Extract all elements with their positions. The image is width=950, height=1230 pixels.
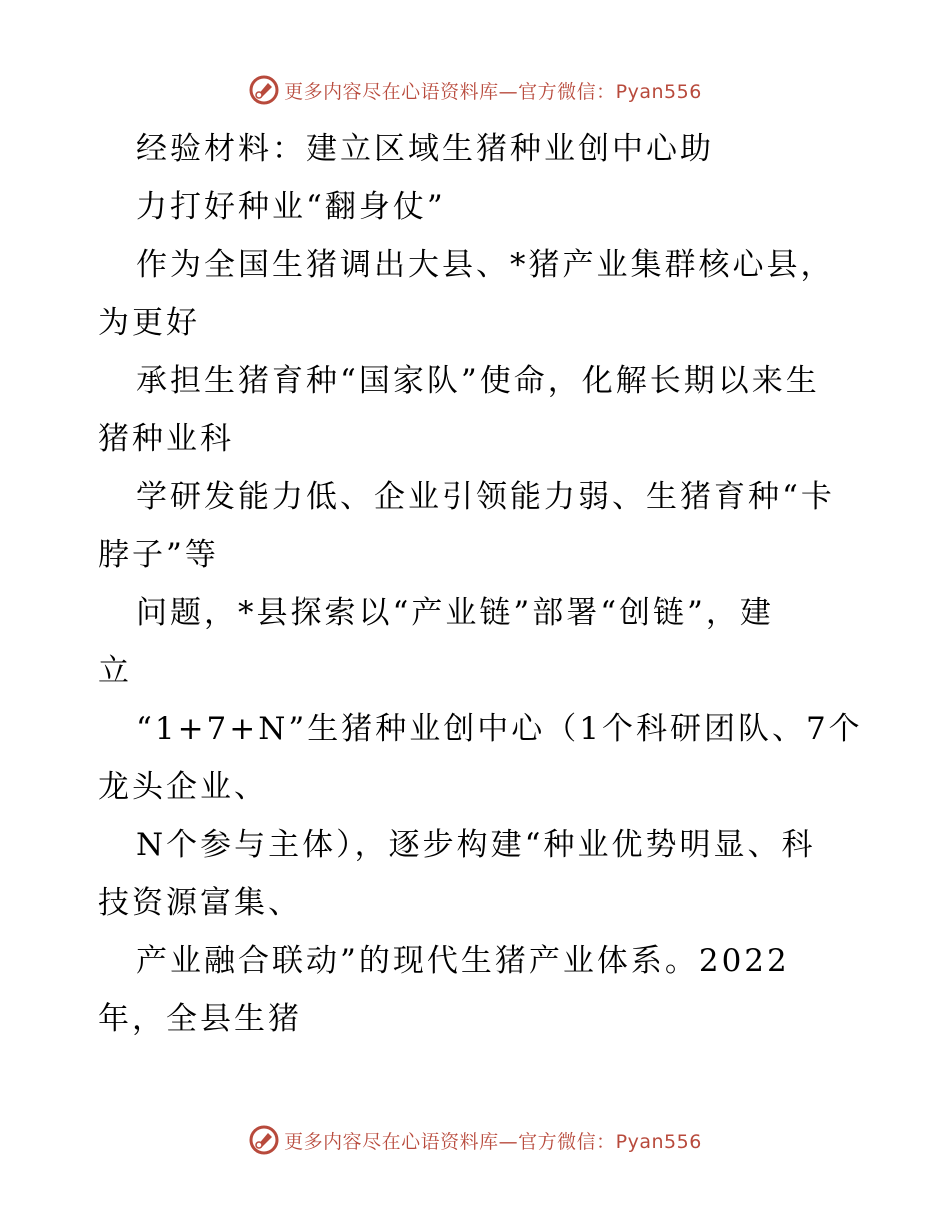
text-line: 问题，*县探索以“产业链”部署“创链”，建	[136, 595, 774, 631]
text-line: 为更好	[98, 305, 200, 341]
text-line: 学研发能力低、企业引领能力弱、生猪育种“卡	[136, 479, 835, 515]
text-line: 猪种业科	[98, 421, 234, 457]
text-line: 经验材料：建立区域生猪种业创中心助	[136, 131, 714, 167]
text-line: 立	[98, 653, 132, 689]
watermark-text: 更多内容尽在心语资料库—官方微信：Pyan556	[284, 80, 702, 103]
footer-watermark	[0, 1120, 950, 1160]
text-line: 力打好种业“翻身仗”	[136, 189, 446, 225]
text-line: 作为全国生猪调出大县、*猪产业集群核心县，	[136, 247, 835, 283]
seal-logo-icon	[248, 74, 280, 106]
document-body	[98, 120, 863, 1048]
text-line: 脖子”等	[98, 537, 219, 573]
seal-logo-icon	[248, 1124, 280, 1156]
text-line: 产业融合联动”的现代生猪产业体系。2022	[136, 943, 790, 979]
text-line: “1+7+N”生猪种业创中心（1个科研团队、7个	[136, 711, 863, 747]
text-line: 龙头企业、	[98, 769, 268, 805]
watermark-text: 更多内容尽在心语资料库—官方微信：Pyan556	[284, 1130, 702, 1153]
header-watermark	[0, 70, 950, 110]
text-line: N个参与主体），逐步构建“种业优势明显、科	[136, 827, 816, 863]
text-line: 技资源富集、	[98, 885, 302, 921]
text-line: 承担生猪育种“国家队”使命，化解长期以来生	[136, 363, 820, 399]
text-line: 年，全县生猪	[98, 1001, 302, 1037]
